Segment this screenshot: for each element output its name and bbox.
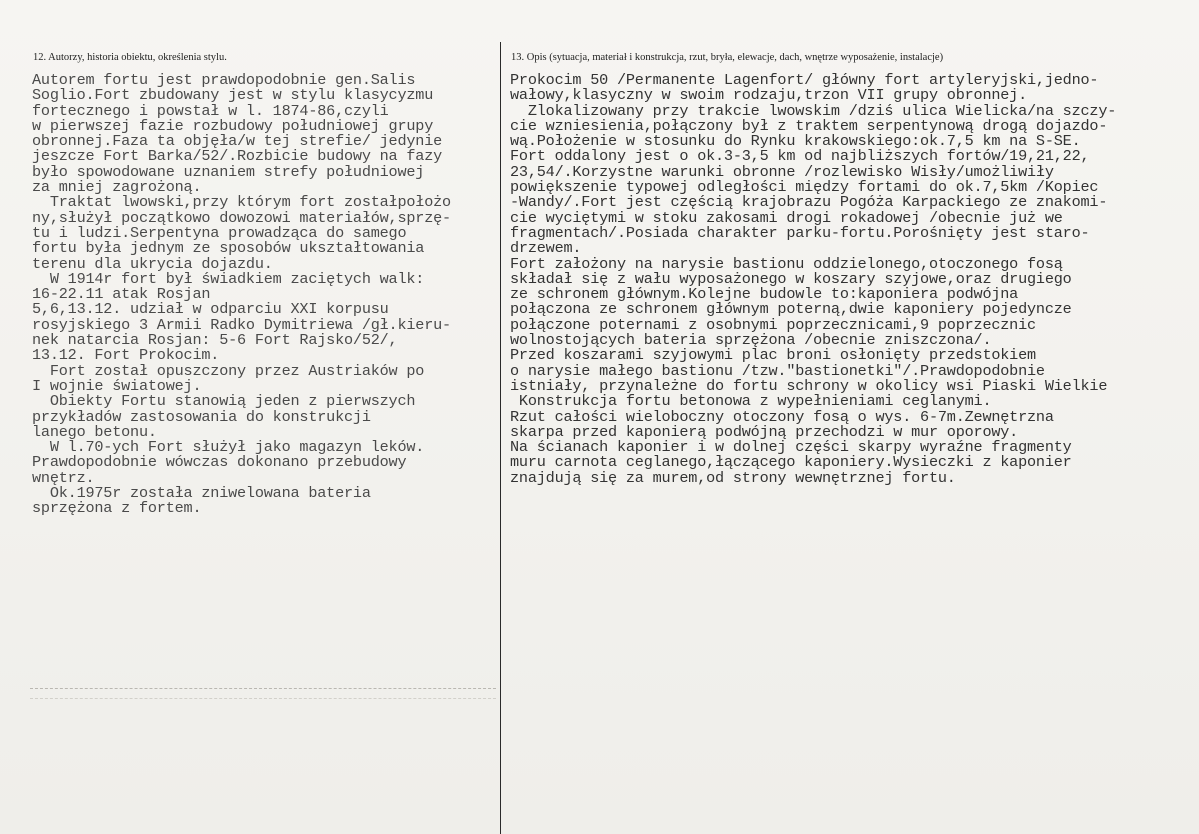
text-line: w pierwszej fazie rozbudowy południowej grupy — [32, 118, 434, 135]
text-line: Fort oddalony jest o ok.3-3,5 km od najbliższych fortów/19,21,22, — [510, 149, 1090, 165]
text-line: Autorem fortu jest prawdopodobnie gen.Salis — [32, 73, 416, 89]
text-line: Ok.1975r została zniwelowana bateria — [32, 486, 371, 502]
text-line: fortu była jednym ze sposobów ukształtowania — [32, 241, 425, 257]
text-line: Przed koszarami szyjowymi plac broni osłonięty przedstokiem — [510, 348, 1036, 364]
faint-rule — [30, 698, 496, 700]
text-line: ze schronem głównym.Kolejne budowle to:kaponiera podwójna — [510, 287, 1019, 303]
left-section-body — [32, 73, 502, 517]
text-line: cie wzniesienia,połączony był z traktem serpentynową drogą dojazdo- — [510, 118, 1108, 135]
text-line: było spowodowane uznaniem strefy południowej — [32, 164, 425, 181]
text-line: Soglio.Fort zbudowany jest w stylu klasycyzmu — [32, 88, 434, 104]
text-line: sprzężona z fortem. — [32, 501, 202, 517]
text-line: Prawdopodobnie wówczas dokonano przebudowy — [32, 455, 407, 471]
text-line: drzewem. — [510, 241, 582, 257]
text-line: połączona ze schronem głównym poterną,dwie kaponiery pojedyncze — [510, 302, 1072, 318]
text-line: powiększenie typowej odległości między fortami do ok.7,5km /Kopiec — [510, 180, 1099, 196]
text-line: 5,6,13.12. udział w odparciu XXI korpusu — [32, 302, 389, 318]
right-section-body — [510, 73, 1199, 486]
text-line: lanego betonu. — [32, 424, 157, 441]
text-line: nek natarcia Rosjan: 5-6 Fort Rajsko/52/, — [32, 333, 398, 349]
text-line: znajdują się za murem,od strony wewnętrznej fortu. — [510, 470, 956, 487]
text-line: I wojnie światowej. — [32, 378, 202, 395]
text-line: Rzut całości wieloboczny otoczony fosą o wys. 6-7m.Zewnętrzna — [510, 409, 1054, 425]
left-section-heading: 12. Autorzy, historia obiektu, określenia stylu. — [33, 52, 227, 63]
text-line: wałowy,klasyczny w swoim rodzaju,trzon VII grupy obronnej. — [510, 88, 1028, 104]
text-line: Konstrukcja fortu betonowa z wypełnieniami ceglanymi. — [510, 394, 992, 410]
text-line: ny,służył początkowo dowozowi materiałów,sprzę- — [32, 210, 451, 226]
text-line: terenu dla ukrycia dojazdu. — [32, 256, 273, 272]
text-line: cie wyciętymi w stoku zakosami drogi rokadowej /obecnie już we — [510, 210, 1063, 226]
right-section-heading: 13. Opis (sytuacja, materiał i konstrukcja, rzut, bryła, elewacje, dach, wnętrze wyposażenie, instalacje) — [511, 52, 944, 63]
text-line: składał się z wału wyposażonego w koszary szyjowe,oraz drugiego — [510, 271, 1072, 288]
text-line: fortecznego i powstał w l. 1874-86,czyli — [32, 103, 389, 119]
text-line: wolnostojących bateria sprzężona /obecnie zniszczona/. — [510, 333, 992, 349]
text-line: muru carnota ceglanego,łączącego kaponiery.Wysieczki z kaponier — [510, 455, 1072, 471]
text-line: skarpa przed kaponierą podwójną przechodzi w mur oporowy. — [510, 424, 1019, 441]
text-line: -Wandy/.Fort jest częścią krajobrazu Pogóża Karpackiego ze znakomi- — [510, 195, 1108, 211]
text-line: tu i ludzi.Serpentyna prowadząca do samego — [32, 225, 407, 242]
text-line: połączone poternami z osobnymi poprzecznicami,9 poprzecznic — [510, 317, 1036, 334]
text-line: Na ścianach kaponier i w dolnej części skarpy wyraźne fragmenty — [510, 440, 1072, 456]
faint-rule — [30, 688, 496, 690]
text-line: 23,54/.Korzystne warunki obronne /rozlewisko Wisły/umożliwiły — [510, 164, 1054, 181]
text-line: istniały, przynależne do fortu schrony w okolicy wsi Piaski Wielkie — [510, 378, 1108, 395]
text-line: o narysie małego bastionu /tzw."bastionetki"/.Prawdopodobnie — [510, 363, 1045, 379]
text-line: Obiekty Fortu stanowią jeden z pierwszych — [32, 394, 416, 410]
text-line: fragmentach/.Posiada charakter parku-fortu.Porośnięty jest staro- — [510, 225, 1090, 242]
text-line: Fort założony na narysie bastionu oddzielonego,otoczonego fosą — [510, 256, 1063, 272]
text-line: 16-22.11 atak Rosjan — [32, 287, 211, 303]
text-line: Zlokalizowany przy trakcie lwowskim /dziś ulica Wielicka/na szczy- — [510, 103, 1117, 119]
text-line: przykładów zastosowania do konstrukcji — [32, 409, 371, 425]
text-line: Fort został opuszczony przez Austriaków po — [32, 363, 425, 379]
text-line: W l.70-ych Fort służył jako magazyn leków. — [32, 440, 425, 456]
text-line: za mniej zagrożoną. — [32, 180, 202, 196]
text-line: wą.Położenie w stosunku do Rynku krakowskiego:ok.7,5 km na S-SE. — [510, 134, 1081, 150]
text-line: jeszcze Fort Barka/52/.Rozbicie budowy na fazy — [32, 149, 443, 165]
text-line: Traktat lwowski,przy którym fort zostałpołożo — [32, 195, 451, 211]
text-line: Prokocim 50 /Permanente Lagenfort/ główny fort artyleryjski,jedno- — [510, 73, 1099, 89]
text-line: obronnej.Faza ta objęła/w tej strefie/ jedynie — [32, 134, 443, 150]
text-line: W 1914r fort był świadkiem zaciętych walk: — [32, 271, 425, 288]
text-line: wnętrz. — [32, 470, 95, 487]
text-line: rosyjskiego 3 Armii Radko Dymitriewa /gł.kieru- — [32, 317, 451, 334]
text-line: 13.12. Fort Prokocim. — [32, 348, 220, 364]
